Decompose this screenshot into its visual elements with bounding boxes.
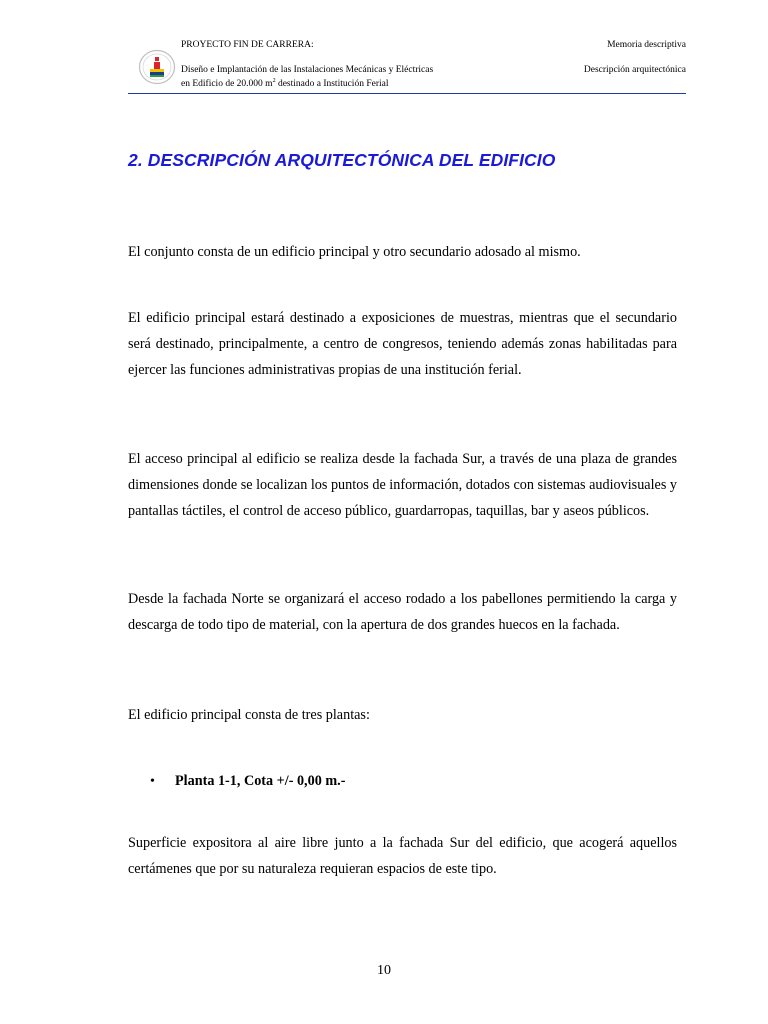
header-project-label: PROYECTO FIN DE CARRERA:: [181, 40, 314, 50]
header-doc-info: [584, 40, 686, 76]
final-paragraph: Superficie expositora al aire libre junto a la fachada Sur del edificio, que acogerá aquellos certámenes que por su naturaleza requieran espacios de este tipo.: [128, 835, 677, 877]
paragraph-3: El acceso principal al edificio se realiza desde la fachada Sur, a través de una plaza de grandes dimensiones donde se localizan los puntos de información, dotados con sistemas audiovisuales y pantallas táctiles, el control de acceso público, guardarropas, taquillas, bar y aseos públicos.: [128, 451, 677, 519]
paragraph-1: El conjunto consta de un edificio principal y otro secundario adosado al mismo.: [128, 244, 581, 260]
header-project-title-line1: Diseño e Implantación de las Instalaciones Mecánicas y Eléctricas: [181, 65, 434, 75]
chapter-title: 2. DESCRIPCIÓN ARQUITECTÓNICA DEL EDIFICIO: [128, 150, 556, 170]
header-project-info: [181, 40, 433, 90]
paragraph-4: Desde la fachada Norte se organizará el acceso rodado a los pabellones permitiendo la carga y descarga de todo tipo de material, con la apertura de dos grandes huecos en la fachada.: [128, 591, 677, 633]
bullet-symbol: •: [150, 774, 155, 789]
paragraph-5: El edificio principal consta de tres plantas:: [128, 707, 370, 723]
bullet-item: [150, 768, 345, 795]
page-header: [128, 40, 686, 94]
bullet-text: Planta 1-1, Cota +/- 0,00 m.-: [175, 773, 346, 789]
header-doc-type: Memoria descriptiva: [607, 40, 686, 50]
paragraph-2: El edificio principal estará destinado a exposiciones de muestras, mientras que el secundario será destinado, principalmente, a centro de congresos, teniendo además zonas habilitadas para ejercer las funciones administrativas propias de una institución ferial.: [128, 310, 677, 378]
university-logo: [138, 48, 176, 86]
page-number: 10: [377, 963, 391, 978]
header-project-title-line2: en Edificio de 20.000 $m^2$ destinado a Institución Ferial: [181, 78, 389, 90]
header-rule: [128, 93, 686, 94]
header-section-name: Descripción arquitectónica: [583, 65, 686, 75]
